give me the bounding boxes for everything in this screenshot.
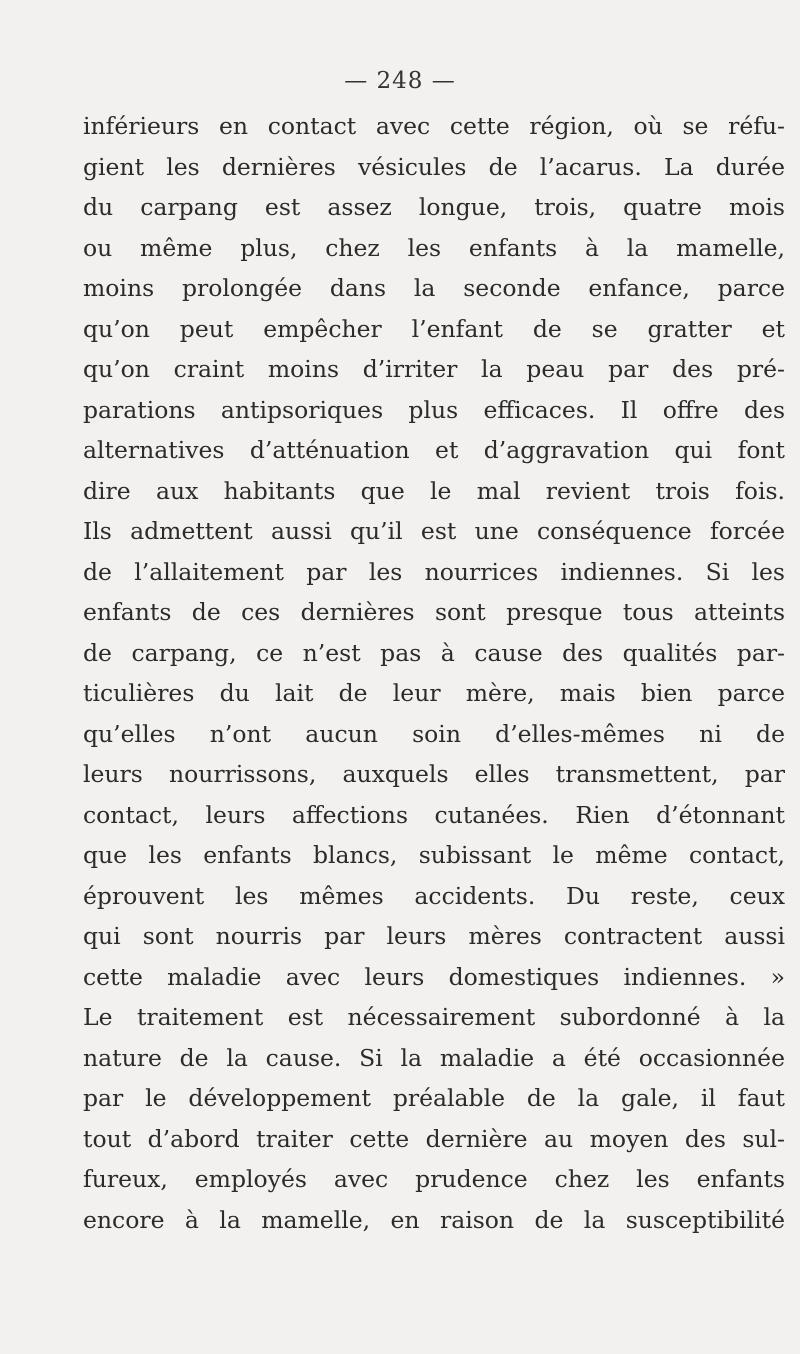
text-line: encore à la mamelle, en raison de la susceptibilité [83,1205,785,1234]
text-line: qui sont nourris par leurs mères contractent aussi [83,922,785,950]
text-line: de l’allaitement par les nourrices indiennes. Si les [83,557,785,586]
text-line: éprouvent les mêmes accidents. Du reste, ceux [83,881,785,910]
text-line: qu’elles n’ont aucun soin d’elles-mêmes ni de [83,719,785,748]
text-line: ticulières du lait de leur mère, mais bien parce [83,679,785,707]
text-line: cette maladie avec leurs domestiques indiennes. » [83,962,785,991]
text-line: alternatives d’atténuation et d’aggravation qui font [83,436,785,464]
text-line: de carpang, ce n’est pas à cause des qualités par- [83,638,785,667]
text-line: Ils admettent aussi qu’il est une conséquence forcée [83,517,785,545]
text-line: tout d’abord traiter cette dernière au moyen des sul- [83,1124,785,1153]
text-line: Le traitement est nécessairement subordonné à la [83,1003,785,1031]
text-line: dire aux habitants que le mal revient trois fois. [83,476,785,505]
text-line: parations antipsoriques plus efficaces. Il offre des [83,395,785,424]
text-line: que les enfants blancs, subissant le même contact, [83,841,785,869]
page-number: — 248 — [344,68,456,94]
text-line: du carpang est assez longue, trois, quatre mois [83,193,785,221]
text-line: fureux, employés avec prudence chez les enfants [83,1165,785,1193]
text-line: inférieurs en contact avec cette région, où se réfu- [83,112,785,140]
text-line: leurs nourrissons, auxquels elles transmettent, par [83,760,785,788]
text-line: nature de la cause. Si la maladie a été occasionnée [83,1043,785,1072]
text-line: ou même plus, chez les enfants à la mamelle, [83,233,785,262]
text-line: contact, leurs affections cutanées. Rien d’étonnant [83,800,785,829]
text-line: qu’on peut empêcher l’enfant de se gratter et [83,314,785,343]
text-line: par le développement préalable de la gale, il faut [83,1084,785,1112]
text-line: enfants de ces dernières sont presque tous atteints [83,598,785,626]
text-line: qu’on craint moins d’irriter la peau par des pré- [83,355,785,383]
body-text [83,106,785,1240]
text-line: moins prolongée dans la seconde enfance, parce [83,274,785,302]
text-line: gient les dernières vésicules de l’acarus. La durée [83,152,785,181]
